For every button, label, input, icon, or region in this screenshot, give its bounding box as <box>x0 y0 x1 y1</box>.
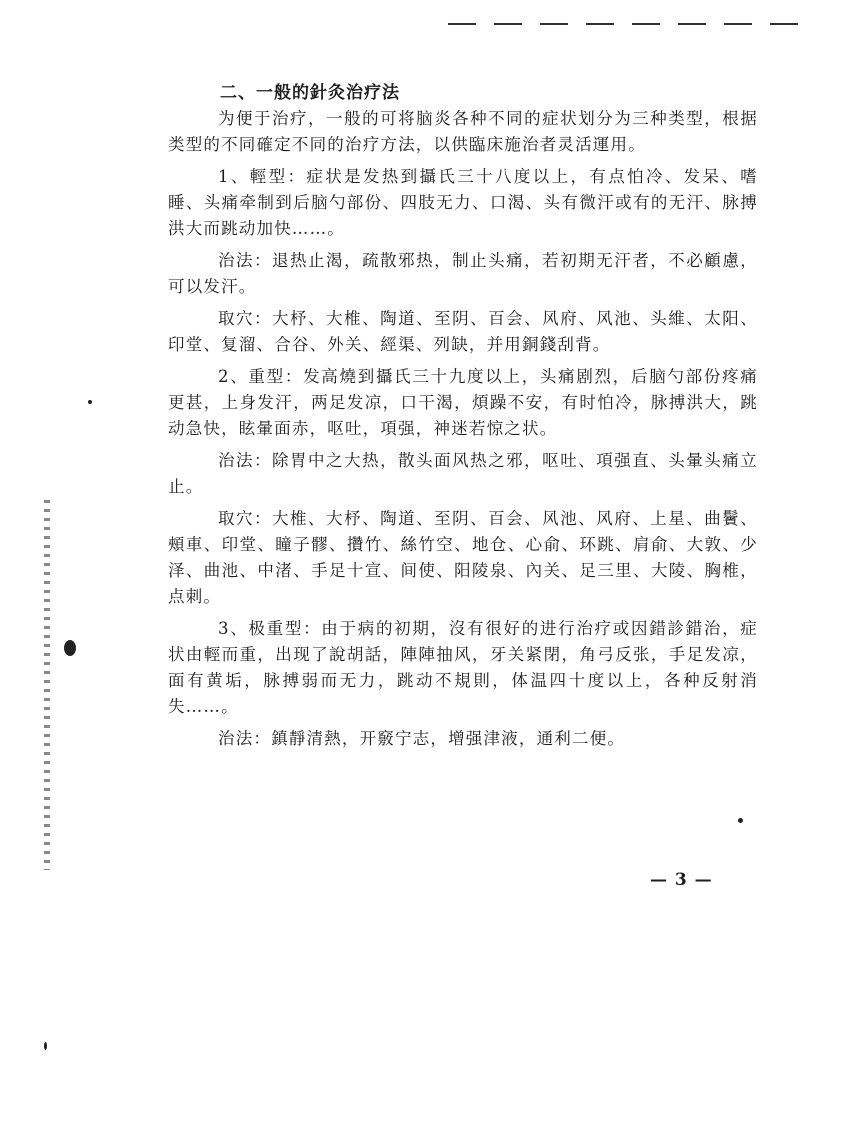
paragraph-critical-type: 3、极重型：由于病的初期，沒有很好的进行治疗或因錯診錯治，症状由輕而重，出现了說胡話，陣陣抽风，牙关紧閉，角弓反张，手足发凉，面有黄垢，脉搏弱而无力，跳动不規則，体温四十度以上，各种反射消失……。 <box>168 619 758 716</box>
paragraph-critical-treatment: 治法：鎮靜清熱，开竅宁志，增强津液，通利二便。 <box>218 729 626 748</box>
paragraph-severe-treatment: 治法：除胃中之大热，散头面风热之邪，呕吐、項强直、头暈头痛立止。 <box>168 451 758 496</box>
ink-spot <box>88 400 92 404</box>
main-text <box>168 80 758 752</box>
section-heading: 二、一般的針灸治疗法 <box>220 83 400 103</box>
paragraph-intro: 为便于治疗，一般的可将脑炎各种不同的症状划分为三种类型，根据类型的不同確定不同的治疗方法，以供臨床施治者灵活運用。 <box>168 109 758 154</box>
paragraph-mild-type: 1、輕型：症状是发热到攝氏三十八度以上，有点怕冷、发呆、嗜睡、头痛牵制到后脑勺部份、四肢无力、口渴、头有微汗或有的无汗、脉搏洪大而跳动加快……。 <box>168 167 758 238</box>
paragraph-mild-points: 取穴：大杼、大椎、陶道、至阴、百会、风府、风池、头維、太阳、印堂、复溜、合谷、外关、經渠、列缺，并用銅錢刮背。 <box>168 309 758 354</box>
ink-spot <box>738 818 743 823</box>
paragraph-mild-treatment: 治法：退热止渴，疏散邪热，制止头痛，若初期无汗者，不必顧慮，可以发汗。 <box>168 251 758 296</box>
page-number: — 3 — <box>650 870 713 890</box>
ink-spot <box>44 1042 47 1050</box>
ink-spot <box>64 640 76 656</box>
binding-marks <box>44 500 50 870</box>
paragraph-severe-type: 2、重型：发高燒到攝氏三十九度以上，头痛剧烈，后脑勺部份疼痛更甚，上身发汗，两足发凉，口干渴，煩躁不安，有时怕冷，脉搏洪大，跳动急快，眩暈面赤，呕吐，項强，神迷若惊之状。 <box>168 367 758 438</box>
top-dashed-rule <box>448 22 848 26</box>
paragraph-severe-points: 取穴：大椎、大杼、陶道、至阴、百会、风池、风府、上星、曲鬢、頰車、印堂、瞳子髎、攢竹、絲竹空、地仓、心俞、环跳、肩俞、大敦、少泽、曲池、中渚、手足十宣、间使、阳陵泉、內关、足三里、大陵、胸椎，点刺。 <box>168 509 758 606</box>
